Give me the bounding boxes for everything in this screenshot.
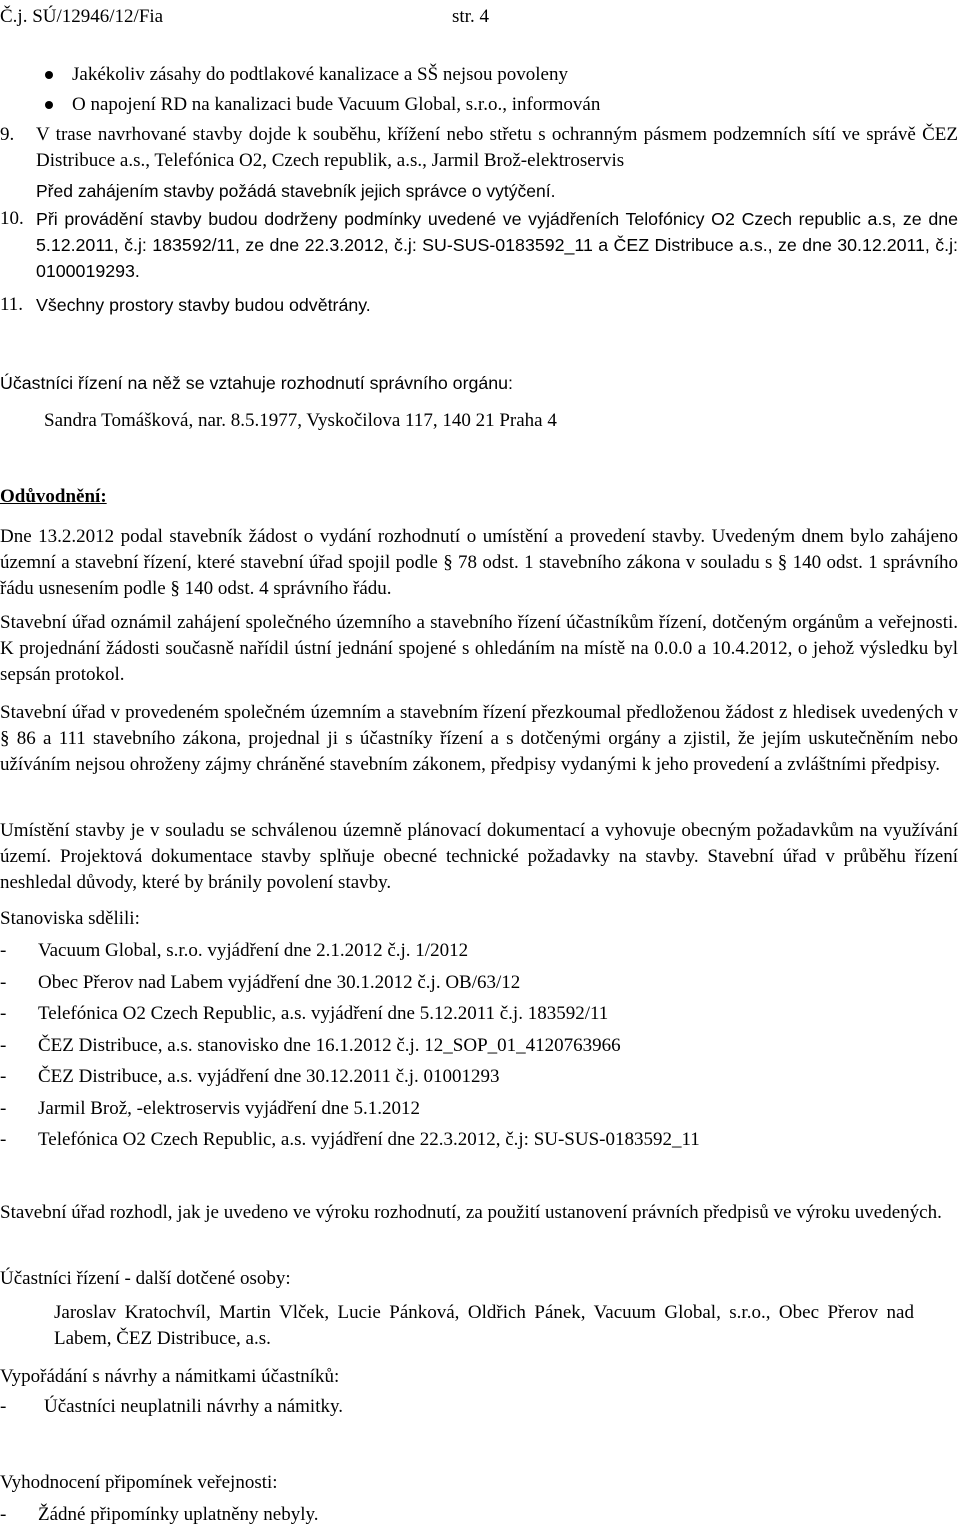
bullet-icon: [45, 71, 53, 79]
public-comments-item: Žádné připomínky uplatněny nebyly.: [38, 1504, 319, 1525]
item-number-10: 10.: [0, 208, 24, 229]
list-item: - ČEZ Distribuce, a.s. stanovisko dne 16.1.2012 č.j. 12_SOP_01_4120763966: [0, 1034, 621, 1056]
list-item: - Vacuum Global, s.r.o. vyjádření dne 2.1.2012 č.j. 1/2012: [0, 940, 469, 961]
reference-number: Č.j. SÚ/12946/12/Fia: [0, 6, 164, 27]
item-number-9: 9.: [0, 124, 15, 145]
objections-item: Účastníci neuplatnili návrhy a námitky.: [44, 1396, 343, 1417]
item-number-11: 11.: [0, 294, 24, 315]
justification-paragraph-1: Dne 13.2.2012 podal stavebník žádost o vydání rozhodnutí o umístění a provedení stavby. Uvedeným dnem bylo zahájeno územní a stavební řízení, které stavební úřad spojil podle § 78 odst. 1 stavebního zákona v souladu s § 140 odst. 1 správního řádu usnesením podle § 140 odst. 4 správního řádu.: [0, 526, 958, 599]
item-9-note: Před zahájením stavby požádá stavebník jejich správce o vytýčení.: [36, 181, 556, 201]
list-item: O napojení RD na kanalizaci bude Vacuum Global, s.r.o., informován: [40, 90, 920, 120]
item-10-text: Při provádění stavby budou dodrženy podmínky uvedené ve vyjádřeních Telofónicy O2 Czech republic a.s, ze dne 5.12.2011, č.j: 183592/11, ze dne 22.3.2012, č.j: SU-SUS-0183592_11 a ČEZ Distribuce a.s., ze dne 30.12.2011, č.j: 0100019293.: [36, 209, 958, 281]
justification-paragraph-3: Stavební úřad v provedeném společném územním a stavebním řízení přezkoumal předloženou žádost z hledisek uvedených v § 86 a 111 stavebního zákona, projednal ji s účastníky řízení a s dotčenými orgány a zjistil, že jejím uskutečněním nebo užíváním nejsou ohroženy zájmy chráněné stavebním zákonem, předpisy vydanými k jeho provedení a zvláštními předpisy.: [0, 702, 958, 775]
list-item: - Obec Přerov nad Labem vyjádření dne 30.1.2012 č.j. OB/63/12: [0, 971, 521, 993]
list-item: Jakékoliv zásahy do podtlakové kanalizace a SŠ nejsou povoleny: [40, 60, 920, 90]
page-number: str. 4: [452, 6, 489, 27]
bullet-icon: [45, 101, 53, 109]
objections-heading: Vypořádání s návrhy a námitkami účastníků:: [0, 1366, 340, 1387]
public-comments-heading: Vyhodnocení připomínek veřejnosti:: [0, 1472, 278, 1493]
decision-paragraph: Stavební úřad rozhodl, jak je uvedeno ve výroku rozhodnutí, za použití ustanovení právních předpisů ve výroku uvedených.: [0, 1202, 942, 1223]
other-parties-list: Jaroslav Kratochvíl, Martin Vlček, Lucie Pánková, Oldřich Pánek, Vacuum Global, s.r.o., Obec Přerov nad Labem, ČEZ Distribuce, a.s.: [54, 1302, 914, 1349]
justification-heading: Odůvodnění:: [0, 486, 107, 507]
justification-paragraph-4: Umístění stavby je v souladu se schválenou územně plánovací dokumentací a vyhovuje obecným požadavkům na využívání území. Projektová dokumentace stavby splňuje obecné technické požadavky na stavby. Stavební úřad v průběhu řízení neshledal důvody, které by bránily povolení stavby.: [0, 820, 958, 893]
participant-name: Sandra Tomášková, nar. 8.5.1977, Vyskočilova 117, 140 21 Praha 4: [44, 410, 557, 431]
public-comments-dash: -: [0, 1504, 7, 1525]
participants-heading: Účastníci řízení na něž se vztahuje rozhodnutí správního orgánu:: [0, 373, 513, 393]
item-11-text: Všechny prostory stavby budou odvětrány.: [36, 295, 371, 315]
item-9-text: V trase navrhované stavby dojde k souběhu, křížení nebo střetu s ochranným pásmem podzemních sítí ve správě ČEZ Distribuce a.s., Telefónica O2, Czech republik, a.s., Jarmil Brož-elektroservis: [36, 124, 958, 171]
objections-dash: -: [0, 1396, 7, 1417]
list-item: - Telefónica O2 Czech Republic, a.s. vyjádření dne 22.3.2012, č.j: SU-SUS-0183592_11: [0, 1129, 700, 1150]
list-item: - ČEZ Distribuce, a.s. vyjádření dne 30.12.2011 č.j. 01001293: [0, 1066, 500, 1087]
list-item: - Telefónica O2 Czech Republic, a.s. vyjádření dne 5.12.2011 č.j. 183592/11: [0, 1003, 609, 1024]
statements-heading: Stanoviska sdělili:: [0, 908, 140, 929]
other-parties-heading: Účastníci řízení - další dotčené osoby:: [0, 1268, 291, 1289]
statements-list: [0, 938, 958, 1159]
justification-paragraph-2: Stavební úřad oznámil zahájení společného územního a stavebního řízení účastníkům řízení, dotčeným orgánům a veřejnosti. K projednání žádosti současně nařídil ústní jednání spojené s ohledáním na místě na 0.0.0 a 10.4.2012, o jehož výsledku byl sepsán protokol.: [0, 612, 958, 685]
conditions-bullet-list: [40, 60, 920, 120]
list-item: - Jarmil Brož, -elektroservis vyjádření dne 5.1.2012: [0, 1097, 421, 1119]
